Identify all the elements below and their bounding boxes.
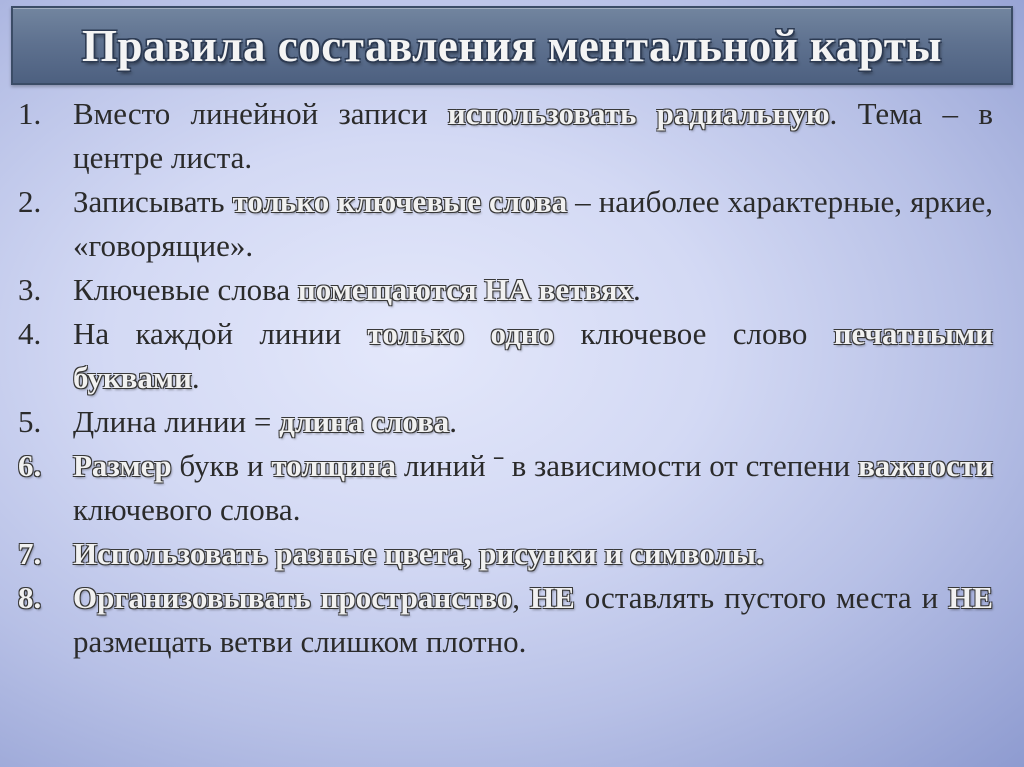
rule-text: , [512, 580, 530, 615]
rule-text: . [633, 272, 641, 307]
rule-text: Ключевые слова [73, 272, 298, 307]
rule-emphasis-text: важности [858, 448, 993, 483]
rule-emphasis-text: использовать радиальную [447, 96, 830, 131]
rule-item [18, 312, 993, 400]
rule-item [18, 92, 993, 180]
rule-text: Длина линии = [73, 404, 280, 439]
rule-text: оставлять пустого места и [574, 580, 949, 615]
rule-text: На каждой линии [73, 316, 368, 351]
rule-number: 5. [18, 404, 42, 439]
rule-text: ключевого слова. [73, 492, 301, 527]
rule-emphasis-text: только ключевые слова [232, 184, 568, 219]
rule-item [18, 444, 993, 532]
rule-emphasis-text: Размер [73, 448, 172, 483]
rule-number: 4. [18, 316, 42, 351]
rule-emphasis-text: печатными буквами [73, 316, 993, 395]
rule-text: . [191, 360, 200, 395]
rule-item [18, 400, 993, 444]
rule-number: 3. [18, 272, 42, 307]
rule-emphasis-text: длина слова [279, 404, 450, 439]
rule-item [18, 576, 993, 664]
rule-emphasis-text: Организовывать пространство [73, 580, 513, 615]
rules-list [18, 92, 993, 664]
rule-number: 7. [18, 536, 42, 571]
rule-emphasis-text: Использовать разные цвета, рисунки и символы. [73, 536, 764, 571]
title-bar [11, 6, 1013, 85]
rule-number: 2. [18, 184, 42, 219]
rule-text: – наиболее характерные, яркие, «говорящие». [73, 184, 993, 263]
rule-emphasis-text: помещаются НА ветвях [297, 272, 633, 307]
rule-text: Записывать [73, 184, 233, 219]
rule-text: . [449, 404, 458, 439]
rule-item [18, 268, 993, 312]
rule-text: букв и [171, 448, 272, 483]
rule-emphasis-text: НЕ [948, 580, 994, 615]
rule-emphasis-text: только одно [367, 316, 555, 351]
rule-text: размещать ветви слишком плотно. [73, 624, 527, 659]
rule-text: Вместо линейной записи [73, 96, 448, 131]
rule-item [18, 180, 993, 268]
rule-emphasis-text: толщина [271, 448, 397, 483]
rule-emphasis-text: НЕ [530, 580, 575, 615]
rule-item [18, 532, 993, 576]
rule-text: линий ˉ в зависимости от степени [396, 448, 859, 483]
slide-title: Правила составления ментальной карты [82, 20, 942, 71]
rule-number: 8. [18, 580, 42, 615]
rule-number: 1. [18, 96, 42, 131]
rule-number: 6. [18, 448, 42, 483]
rule-text: ключевое слово [554, 316, 834, 351]
rule-text: . Тема – в центре листа. [73, 96, 993, 175]
